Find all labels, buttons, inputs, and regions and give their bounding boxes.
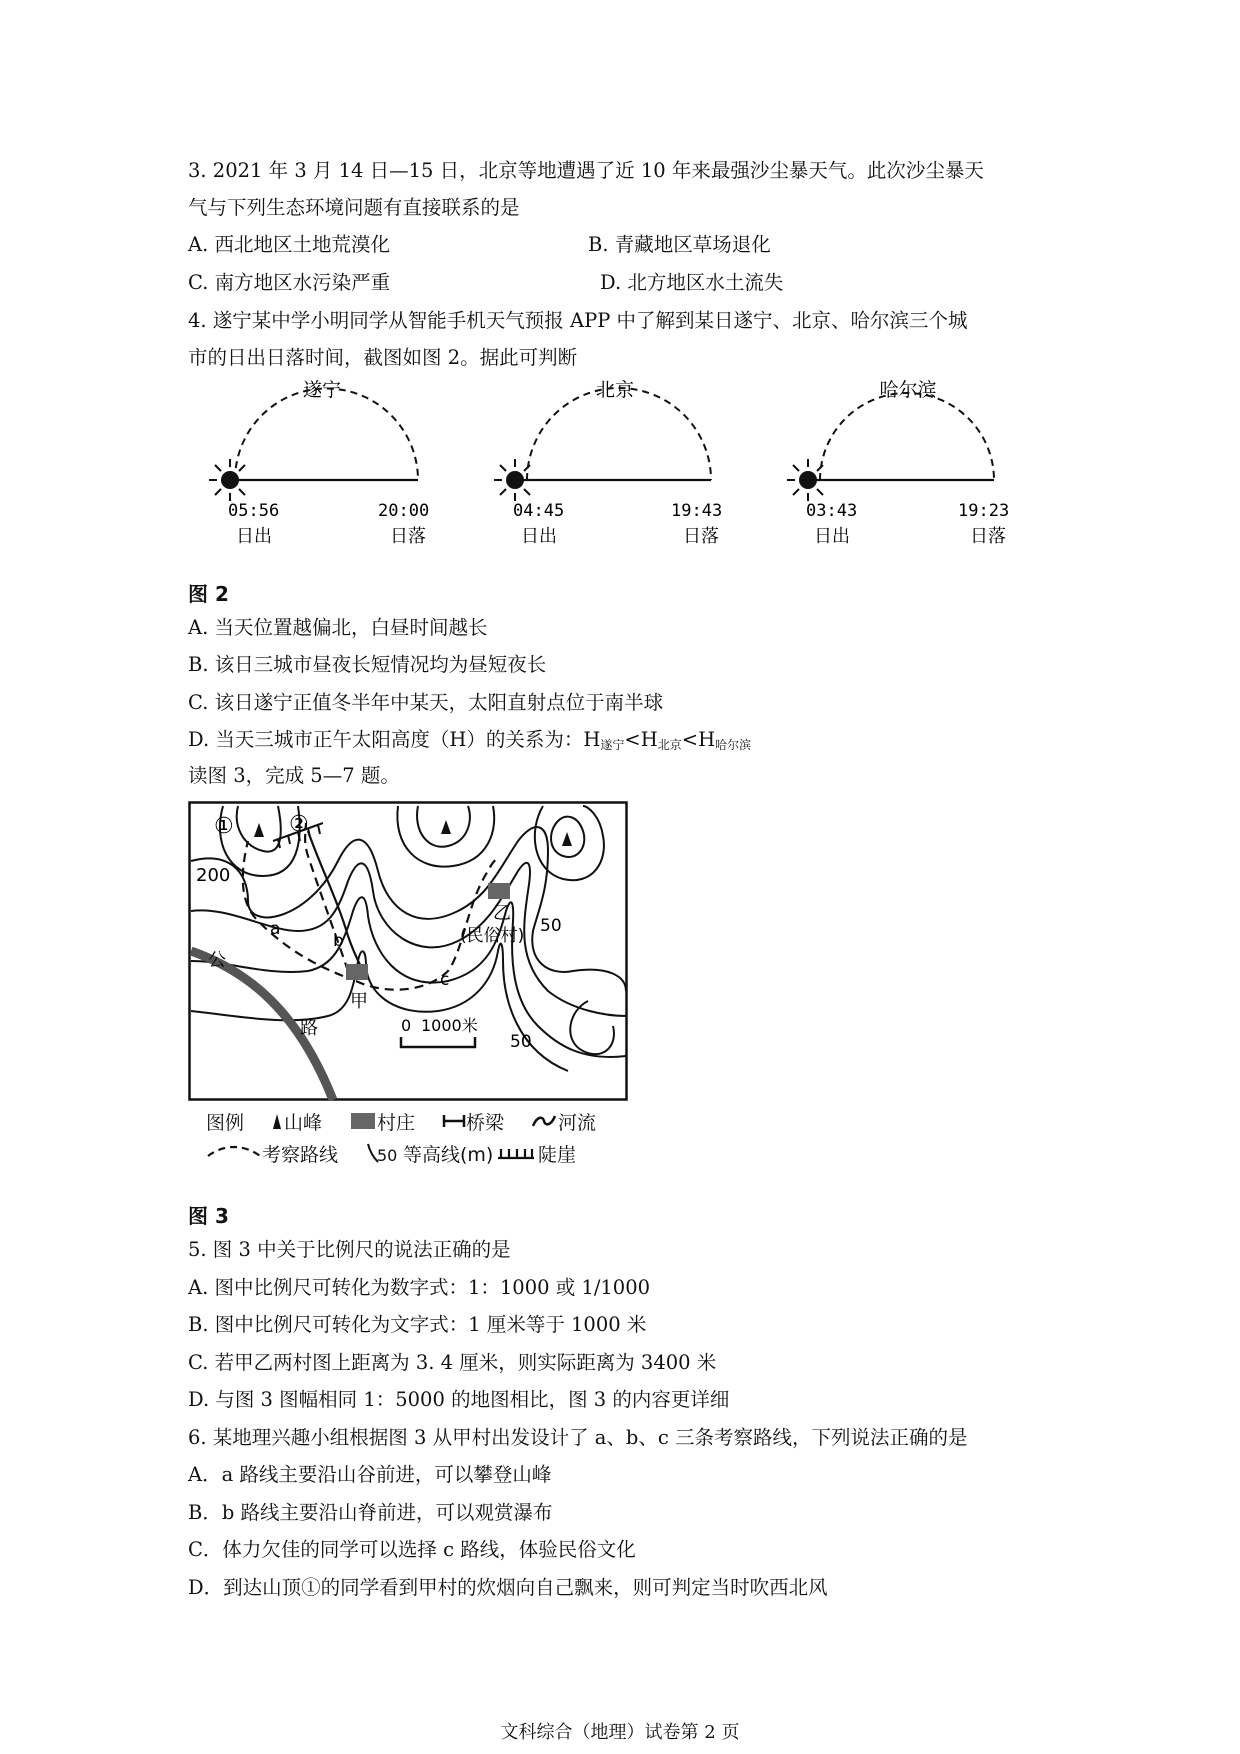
peak-1-label: ① [214, 814, 234, 839]
sunrise-label: 日出 [814, 526, 850, 547]
q3-stem-line2: 气与下列生态环境问题有直接联系的是 [188, 196, 520, 219]
sunset-time: 19:23 [958, 501, 1010, 521]
sun-diagram-harbin [787, 379, 1009, 547]
subscript-harbin: 哈尔滨 [715, 738, 752, 752]
q4-option-b: B. 该日三城市昼夜长短情况均为昼短夜长 [188, 653, 547, 676]
sun-diagram-suining [209, 379, 429, 547]
city-name: 遂宁 [302, 379, 342, 401]
intro-q5-7: 读图 3，完成 5—7 题。 [188, 764, 400, 787]
sun-icon [209, 459, 251, 501]
q3-option-c: C. 南方地区水污染严重 [188, 271, 391, 294]
scale-zero: 0 [401, 1016, 412, 1035]
sun-path-arc [527, 388, 711, 480]
sunrise-time: 04:45 [513, 501, 565, 521]
route-a-label: a [270, 919, 281, 939]
figure-3-label: 图 3 [188, 1204, 229, 1228]
village-yi-marker [488, 883, 510, 899]
sun-icon [787, 459, 829, 501]
subscript-beijing: 北京 [657, 738, 682, 752]
q4-option-c: C. 该日遂宁正值冬半年中某天，太阳直射点位于南半球 [188, 691, 664, 714]
scale-length: 1000米 [421, 1016, 478, 1035]
sun-path-arc [820, 393, 994, 480]
q4-stem-line1: 4. 遂宁某中学小明同学从智能手机天气预报 APP 中了解到某日遂宁、北京、哈尔滨三个城 [188, 309, 968, 332]
road-label-2: 路 [300, 1018, 318, 1039]
q4-stem-line2: 市的日出日落时间，截图如图 2。据此可判断 [188, 346, 578, 369]
sunrise-time: 05:56 [228, 501, 280, 521]
q3-option-b: B. 青藏地区草场退化 [588, 233, 771, 256]
q4-option-d [188, 727, 751, 758]
q4-option-a: A. 当天位置越偏北，白昼时间越长 [188, 616, 488, 639]
city-name: 北京 [595, 379, 635, 401]
route-b-label: b [333, 931, 344, 951]
q4-option-d-text: D. 当天三城市正午太阳高度（H）的关系为：H [188, 728, 601, 751]
contour-label-50b: 50 [510, 1032, 532, 1052]
sunset-time: 19:43 [671, 501, 723, 521]
q5-stem: 5. 图 3 中关于比例尺的说法正确的是 [188, 1238, 511, 1261]
route-icon [206, 1142, 262, 1160]
q5-option-a: A. 图中比例尺可转化为数字式：1：1000 或 1/1000 [188, 1276, 651, 1299]
sunrise-label: 日出 [236, 526, 272, 547]
village-yi-note: (民俗村) [460, 926, 525, 946]
sunset-label: 日落 [683, 526, 719, 547]
legend-contour: 等高线(m) [403, 1144, 494, 1166]
contour-label-50a: 50 [540, 916, 562, 936]
sunset-time: 20:00 [378, 501, 430, 521]
cliff-icon [497, 1144, 535, 1162]
subscript-suining: 遂宁 [600, 738, 625, 752]
page-footer: 文科综合（地理）试卷第 2 页 [500, 1722, 740, 1743]
q5-option-b: B. 图中比例尺可转化为文字式：1 厘米等于 1000 米 [188, 1313, 647, 1336]
q6-option-c: C．体力欠佳的同学可以选择 c 路线，体验民俗文化 [188, 1538, 636, 1561]
contour-label-200: 200 [196, 865, 231, 886]
legend-route: 考察路线 [262, 1144, 339, 1166]
peak-icon [272, 1112, 282, 1130]
legend-village: 村庄 [377, 1112, 416, 1134]
figure-3-topographic-map [188, 801, 628, 1101]
sunrise-time: 03:43 [806, 501, 858, 521]
legend-title: 图例 [206, 1112, 245, 1134]
sun-diagram-beijing [494, 379, 722, 547]
q6-option-d: D．到达山顶①的同学看到甲村的炊烟向自己飘来，则可判定当时吹西北风 [188, 1576, 828, 1599]
legend-cliff: 陡崖 [538, 1144, 577, 1166]
city-name: 哈尔滨 [879, 379, 937, 401]
figure-2-sun-diagrams [180, 372, 1060, 572]
sunrise-label: 日出 [521, 526, 557, 547]
route-c-label: c [440, 970, 450, 990]
q3-stem-line1: 3. 2021 年 3 月 14 日—15 日，北京等地遭遇了近 10 年来最强沙尘暴天气。此次沙尘暴天 [188, 159, 984, 182]
q6-option-a: A．a 路线主要沿山谷前进，可以攀登山峰 [188, 1463, 552, 1486]
q6-option-b: B．b 路线主要沿山脊前进，可以观赏瀑布 [188, 1501, 553, 1524]
less-than-1: <H [624, 728, 658, 751]
legend-river: 河流 [558, 1112, 597, 1134]
bridge-icon [442, 1112, 466, 1130]
village-yi-label: 乙 [493, 903, 511, 924]
sun-path-arc [235, 389, 418, 481]
q3-option-d: D. 北方地区水土流失 [600, 271, 784, 294]
legend-peak: 山峰 [284, 1112, 323, 1134]
village-jia-marker [346, 964, 368, 980]
less-than-2: <H [681, 728, 716, 751]
q3-option-a: A. 西北地区土地荒漠化 [188, 233, 390, 256]
legend-contour-value: 50 [377, 1146, 398, 1165]
sunset-label: 日落 [970, 526, 1006, 547]
sun-icon [494, 459, 536, 501]
figure-2-label: 图 2 [188, 582, 229, 606]
q6-stem: 6. 某地理兴趣小组根据图 3 从甲村出发设计了 a、b、c 三条考察路线，下列说法正确的是 [188, 1426, 968, 1449]
sunset-label: 日落 [390, 526, 426, 547]
village-jia-label: 甲 [350, 991, 368, 1012]
peak-2-label: ② [289, 812, 309, 837]
q5-option-c: C. 若甲乙两村图上距离为 3. 4 厘米，则实际距离为 3400 米 [188, 1351, 717, 1374]
q5-option-d: D. 与图 3 图幅相同 1：5000 的地图相比，图 3 的内容更详细 [188, 1388, 730, 1411]
village-icon [351, 1112, 375, 1130]
legend-bridge: 桥梁 [466, 1112, 505, 1134]
road-label-1: 公 [208, 950, 226, 971]
river-icon [531, 1112, 557, 1130]
